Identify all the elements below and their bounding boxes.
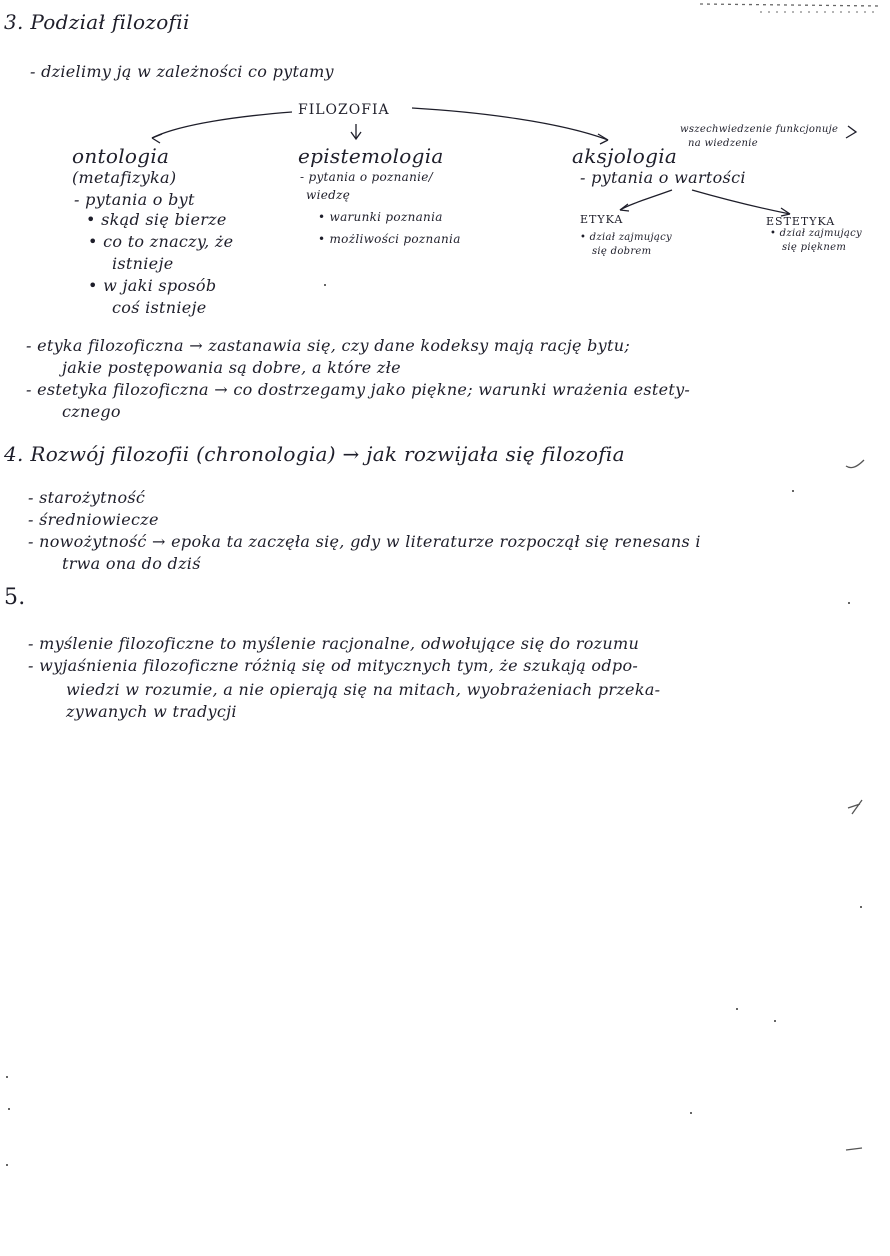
estetyka-line-1: • dział zajmujący — [770, 228, 862, 239]
etyka-note-line-2: jakie postępowania są dobre, a które złe — [62, 358, 401, 377]
ontologia-sub: (metafizyka) — [72, 168, 177, 187]
section5-para-1: - myślenie filozoficzne to myślenie racjonalne, odwołujące się do rozumu — [28, 634, 640, 653]
section5-para-2: - wyjaśnienia filozoficzne różnią się od mitycznych tym, że szukają odpo- — [28, 656, 639, 675]
ontologia-line-3: • co to znaczy, że — [88, 232, 234, 251]
ontologia-title: ontologia — [72, 144, 170, 168]
epistemologia-line-3: • warunki poznania — [318, 210, 443, 224]
etyka-line-2: się dobrem — [592, 246, 652, 257]
section4-item-2: - średniowiecze — [28, 510, 159, 529]
ontologia-line-1: - pytania o byt — [74, 190, 195, 209]
aksjologia-note-1: wszechwiedzenie funkcjonuje — [680, 124, 839, 135]
root-filozofia: FILOZOFIA — [298, 102, 390, 118]
ontologia-line-4: istnieje — [112, 254, 174, 273]
aksjologia-note-2: na wiedzenie — [688, 138, 759, 149]
epistemologia-line-4: • możliwości poznania — [318, 232, 461, 246]
section4-item-3-cont: trwa ona do dziś — [62, 554, 201, 573]
ontologia-line-6: coś istnieje — [112, 298, 207, 317]
estetyka-note-line-1: - estetyka filozoficzna → co dostrzegamy jako piękne; warunki wrażenia estety- — [26, 380, 691, 399]
etyka-line-1: • dział zajmujący — [580, 232, 672, 243]
section4-heading: 4. Rozwój filozofii (chronologia) → jak rozwijała się filozofia — [4, 442, 625, 466]
epistemologia-title: epistemologia — [298, 144, 444, 168]
aksjologia-title: aksjologia — [572, 144, 678, 168]
etyka-note-line-1: - etyka filozoficzna → zastanawia się, czy dane kodeksy mają rację bytu; — [26, 336, 631, 355]
section3-intro: - dzielimy ją w zależności co pytamy — [30, 62, 334, 81]
estetyka-title: ESTETYKA — [766, 215, 836, 228]
section5-para-4: zywanych w tradycji — [66, 702, 237, 721]
section4-item-3: - nowożytność → epoka ta zaczęła się, gdy w literaturze rozpoczął się renesans i — [28, 532, 701, 551]
ontologia-line-2: • skąd się bierze — [86, 210, 227, 229]
epistemologia-line-1: - pytania o poznanie/ — [300, 170, 434, 184]
section5-para-3: wiedzi w rozumie, a nie opierają się na mitach, wyobrażeniach przeka- — [66, 680, 661, 699]
ontologia-line-5: • w jaki sposób — [88, 276, 217, 295]
section4-item-1: - starożytność — [28, 488, 146, 507]
epistemologia-line-2: wiedzę — [306, 188, 351, 202]
estetyka-line-2: się pięknem — [782, 242, 847, 253]
aksjologia-line-1: - pytania o wartości — [580, 168, 746, 187]
section3-heading: 3. Podział filozofii — [4, 10, 190, 34]
etyka-title: ETYKA — [580, 213, 624, 226]
estetyka-note-line-2: cznego — [62, 402, 121, 421]
section5-heading: 5. — [4, 585, 26, 610]
